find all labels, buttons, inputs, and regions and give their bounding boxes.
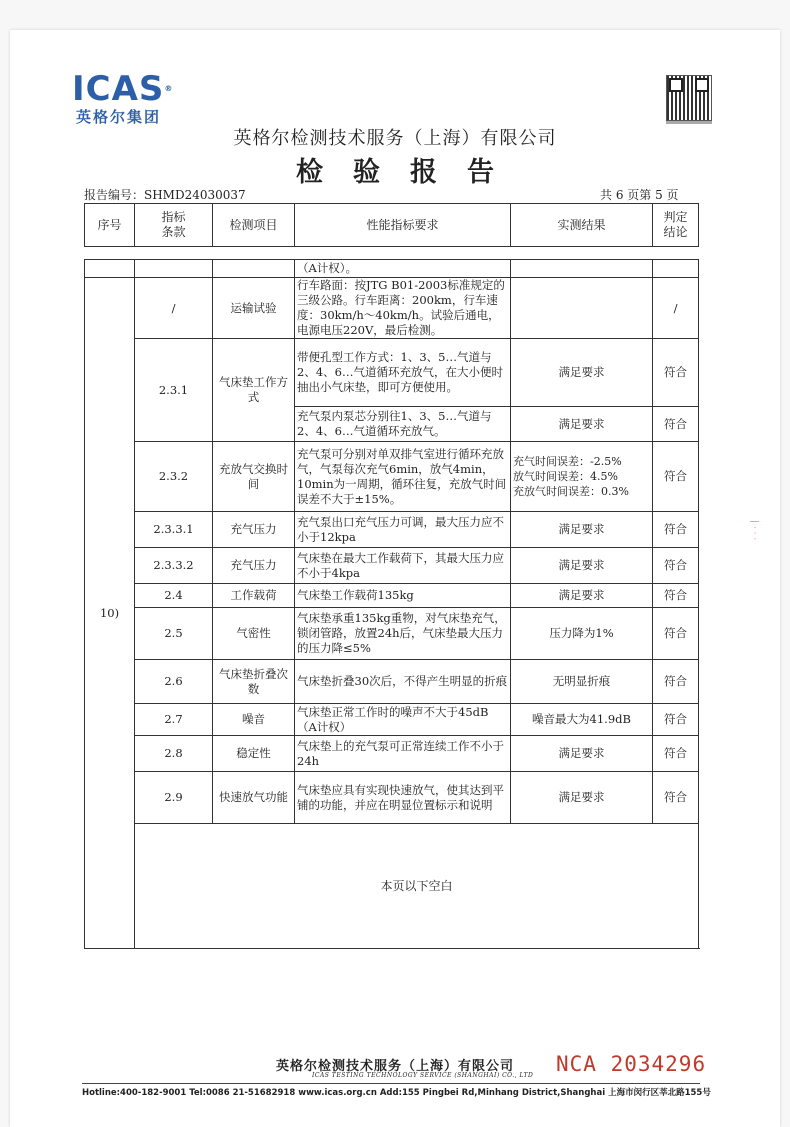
table-row [85,260,699,278]
report-number: 报告编号：SHMD24030037 [84,188,246,202]
table-row [85,660,699,704]
requirement: 气床垫在最大工作载荷下，其最大压力应不小于4kpa [295,548,511,584]
result: 充气时间误差：-2.5% 放气时间误差：4.5% 充放气时间误差：0.3% [511,442,653,512]
result [511,278,653,339]
blank-note: 本页以下空白 [135,824,699,949]
requirement: 充气泵出口充气压力可调，最大压力应不小于12kpa [295,512,511,548]
continued-text: （A计权）。 [295,260,511,278]
col-header-item: 检测项目 [213,204,295,247]
clause: 2.4 [135,584,213,608]
col-header-requirement: 性能指标要求 [295,204,511,247]
test-item: 充气压力 [213,512,295,548]
result: 无明显折痕 [511,660,653,704]
col-header-clause: 指标 条款 [135,204,213,247]
clause: 2.9 [135,772,213,824]
table-row [85,608,699,660]
clause: 2.3.3.1 [135,512,213,548]
requirement: 气床垫上的充气泵可正常连续工作不小于24h [295,736,511,772]
verdict: 符合 [653,442,699,512]
table-row [85,339,699,407]
result: 满足要求 [511,772,653,824]
requirement: 气床垫工作载荷135kg [295,584,511,608]
result: 满足要求 [511,736,653,772]
clause: 2.3.2 [135,442,213,512]
requirement: 行车路面：按JTG B01-2003标准规定的三级公路。行车距离：200km，行车速度：30km/h～40km/h。试验后通电，电源电压220V，最后检测。 [295,278,511,339]
logo-text: ICAS [72,69,165,109]
page-count: 共 6 页第 5 页 [600,188,679,202]
result: 噪音最大为41.9dB [511,704,653,736]
table-row [85,772,699,824]
seam-stamp-marks: | · · · [749,520,759,541]
verdict: 符合 [653,772,699,824]
clause: 2.6 [135,660,213,704]
clause: 2.3.3.2 [135,548,213,584]
company-name: 英格尔检测技术服务（上海）有限公司 [233,128,557,149]
table-row [85,736,699,772]
logo-registered: ® [164,84,174,93]
logo-subtitle: 英格尔集团 [76,108,162,126]
verdict: 符合 [653,704,699,736]
result: 满足要求 [511,339,653,407]
test-item: 噪音 [213,704,295,736]
col-header-no: 序号 [85,204,135,247]
result: 满足要求 [511,548,653,584]
footer-contact: Hotline:400-182-9001 Tel:0086 21-51682918 www.icas.org.cn Add:155 Pingbei Rd,Minhang District,Shanghai 上海市闵行区莘北路155号 [82,1088,711,1098]
footer-company: 英格尔检测技术服务（上海）有限公司 [276,1059,515,1074]
verdict: / [653,278,699,339]
requirement: 充气泵内泵芯分别往1、3、5…气道与2、4、6…气道循环充放气。 [295,407,511,442]
icas-logo [72,69,182,127]
table-row [85,704,699,736]
requirement: 气床垫承重135kg重物，对气床垫充气，锁闭管路，放置24h后，气床垫最大压力的压力降≤5% [295,608,511,660]
verdict: 符合 [653,339,699,407]
test-item: 气密性 [213,608,295,660]
inspection-table [84,203,699,949]
verdict: 符合 [653,512,699,548]
nca-number: 2034296 [610,1052,707,1076]
result: 满足要求 [511,512,653,548]
verdict: 符合 [653,736,699,772]
col-header-result: 实测结果 [511,204,653,247]
clause: 2.7 [135,704,213,736]
verdict: 符合 [653,608,699,660]
table-row [85,442,699,512]
table-row [85,548,699,584]
requirement: 气床垫应具有实现快速放气，使其达到平铺的功能，并应在明显位置标示和说明 [295,772,511,824]
clause: / [135,278,213,339]
verdict: 符合 [653,584,699,608]
requirement: 气床垫折叠30次后，不得产生明显的折痕 [295,660,511,704]
footer-company-en: ICAS TESTING TECHNOLOGY SERVICE (SHANGHAI) CO., LTD [312,1072,534,1079]
result: 满足要求 [511,584,653,608]
table-gap [85,247,699,260]
clause: 2.8 [135,736,213,772]
test-item: 充放气交换时间 [213,442,295,512]
table-row [85,278,699,339]
footer-divider [82,1083,700,1084]
verdict: 符合 [653,407,699,442]
test-item: 稳定性 [213,736,295,772]
test-item: 充气压力 [213,548,295,584]
test-item: 工作载荷 [213,584,295,608]
result: 压力降为1% [511,608,653,660]
result: 满足要求 [511,407,653,442]
table-header [85,204,699,247]
requirement: 带便孔型工作方式：1、3、5…气道与2、4、6…气道循环充放气，在大小便时抽出小气床垫，即可方便使用。 [295,339,511,407]
group-number: 10) [85,278,135,949]
nca-prefix: NCA [556,1052,597,1076]
col-header-verdict: 判定 结论 [653,204,699,247]
blank-row [85,824,699,949]
nca-stamp [556,1052,706,1076]
qr-code-icon [666,75,712,121]
requirement: 气床垫正常工作时的噪声不大于45dB（A计权） [295,704,511,736]
clause: 2.3.1 [135,339,213,442]
test-item: 快速放气功能 [213,772,295,824]
test-item: 气床垫折叠次数 [213,660,295,704]
table-row [85,584,699,608]
requirement: 充气泵可分别对单双排气室进行循环充放气，气泵每次充气6min，放气4min，10min为一周期，循环往复，充放气时间误差不大于±15%。 [295,442,511,512]
test-item: 运输试验 [213,278,295,339]
clause: 2.5 [135,608,213,660]
table-row [85,512,699,548]
verdict: 符合 [653,548,699,584]
report-title: 检验报告 [296,157,524,188]
verdict: 符合 [653,660,699,704]
test-item: 气床垫工作方式 [213,339,295,442]
